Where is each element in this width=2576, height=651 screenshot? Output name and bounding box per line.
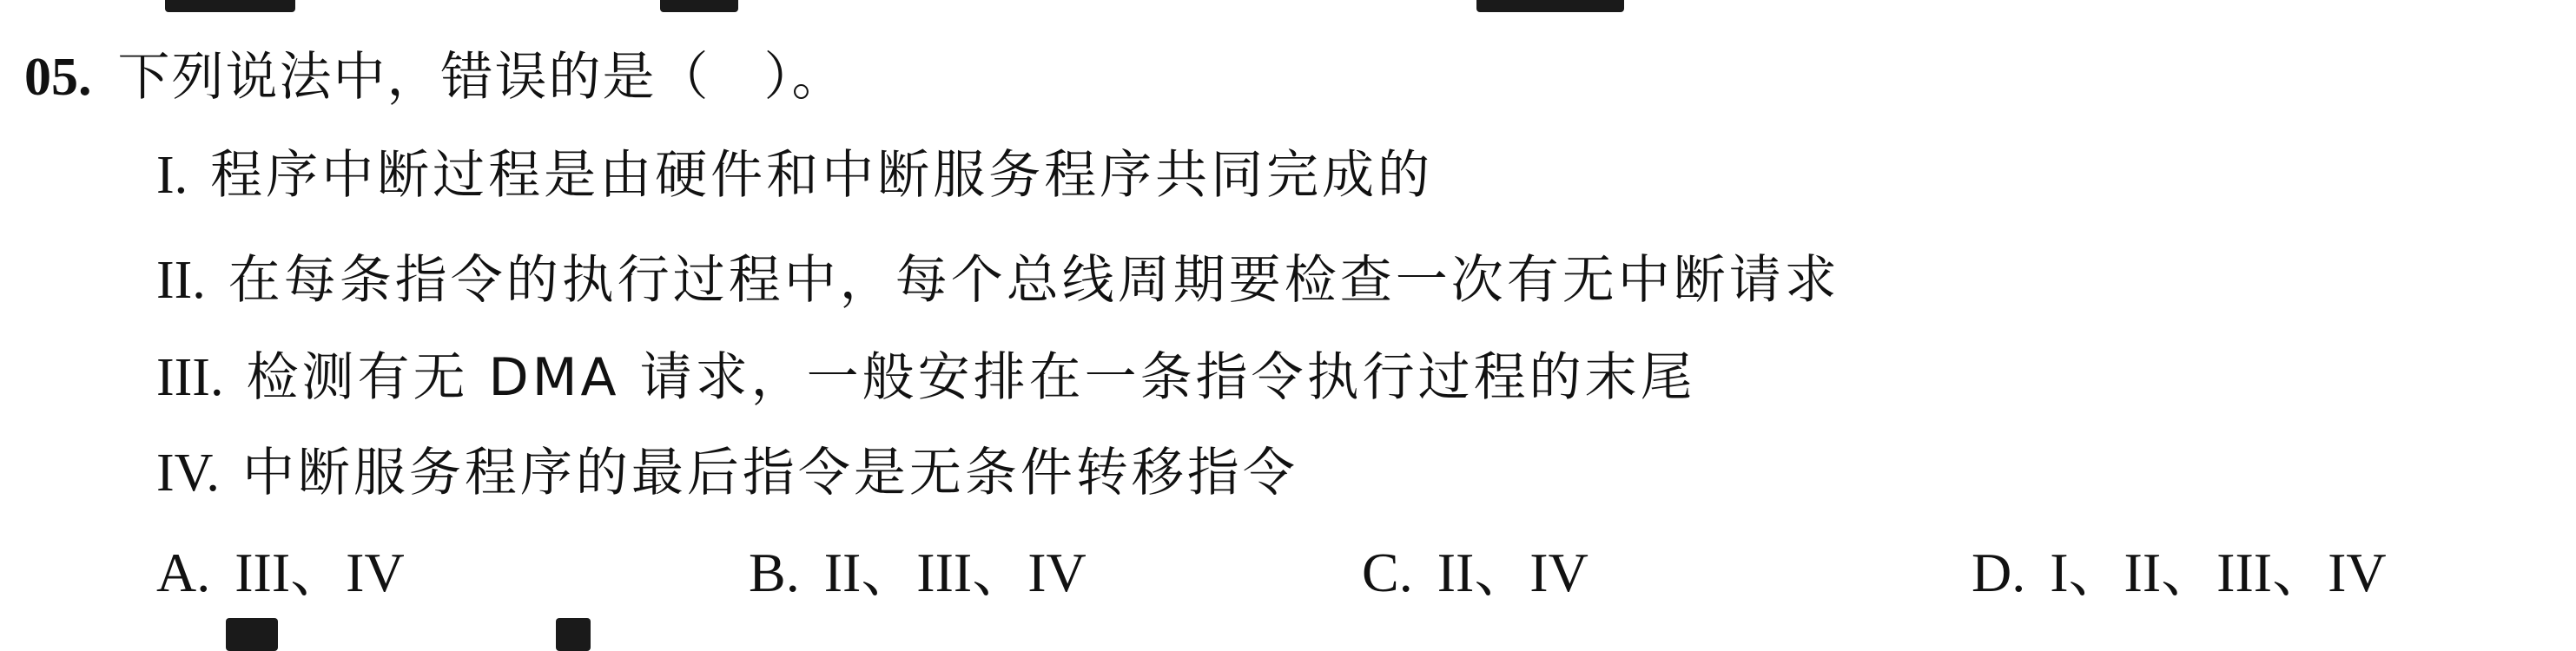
- option-b[interactable]: [749, 538, 1087, 608]
- option-text: III、IV: [234, 542, 405, 603]
- answer-options: [0, 538, 2576, 616]
- cropped-text-fragment: [660, 0, 738, 12]
- statement-numeral: I.: [156, 146, 188, 205]
- cropped-text-fragment: [226, 618, 278, 651]
- statement-text: 检测有无 DMA 请求，一般安排在一条指令执行过程的末尾: [246, 347, 1696, 408]
- option-text: I、II、III、IV: [2050, 542, 2387, 603]
- question-text: 下列说法中，错误的是（ ）。: [117, 47, 846, 108]
- statement-numeral: IV.: [156, 444, 220, 503]
- option-text: II、III、IV: [823, 542, 1087, 603]
- cropped-text-fragment: [165, 0, 295, 12]
- option-letter: D.: [1972, 542, 2026, 603]
- statement-text: 在每条指令的执行过程中，每个总线周期要检查一次有无中断请求: [228, 250, 1840, 311]
- option-letter: B.: [749, 542, 800, 603]
- statement-text: 中断服务程序的最后指令是无条件转移指令: [241, 443, 1298, 503]
- option-text: II、IV: [1437, 542, 1589, 603]
- statement-1: [156, 141, 1433, 210]
- statement-numeral: II.: [156, 251, 206, 310]
- statement-3: [156, 343, 1696, 412]
- question-line: [24, 42, 846, 112]
- statement-numeral: III.: [156, 348, 224, 407]
- option-letter: C.: [1362, 542, 1413, 603]
- option-d[interactable]: [1972, 538, 2387, 608]
- statement-2: [156, 246, 1840, 315]
- option-letter: A.: [156, 542, 211, 603]
- statement-text: 程序中断过程是由硬件和中断服务程序共同完成的: [210, 145, 1434, 206]
- cropped-text-fragment: [1476, 0, 1624, 12]
- cropped-text-fragment: [556, 618, 591, 651]
- option-c[interactable]: [1362, 538, 1589, 608]
- statement-4: [156, 438, 1298, 508]
- question-number: 05.: [24, 48, 92, 107]
- option-a[interactable]: [156, 538, 405, 608]
